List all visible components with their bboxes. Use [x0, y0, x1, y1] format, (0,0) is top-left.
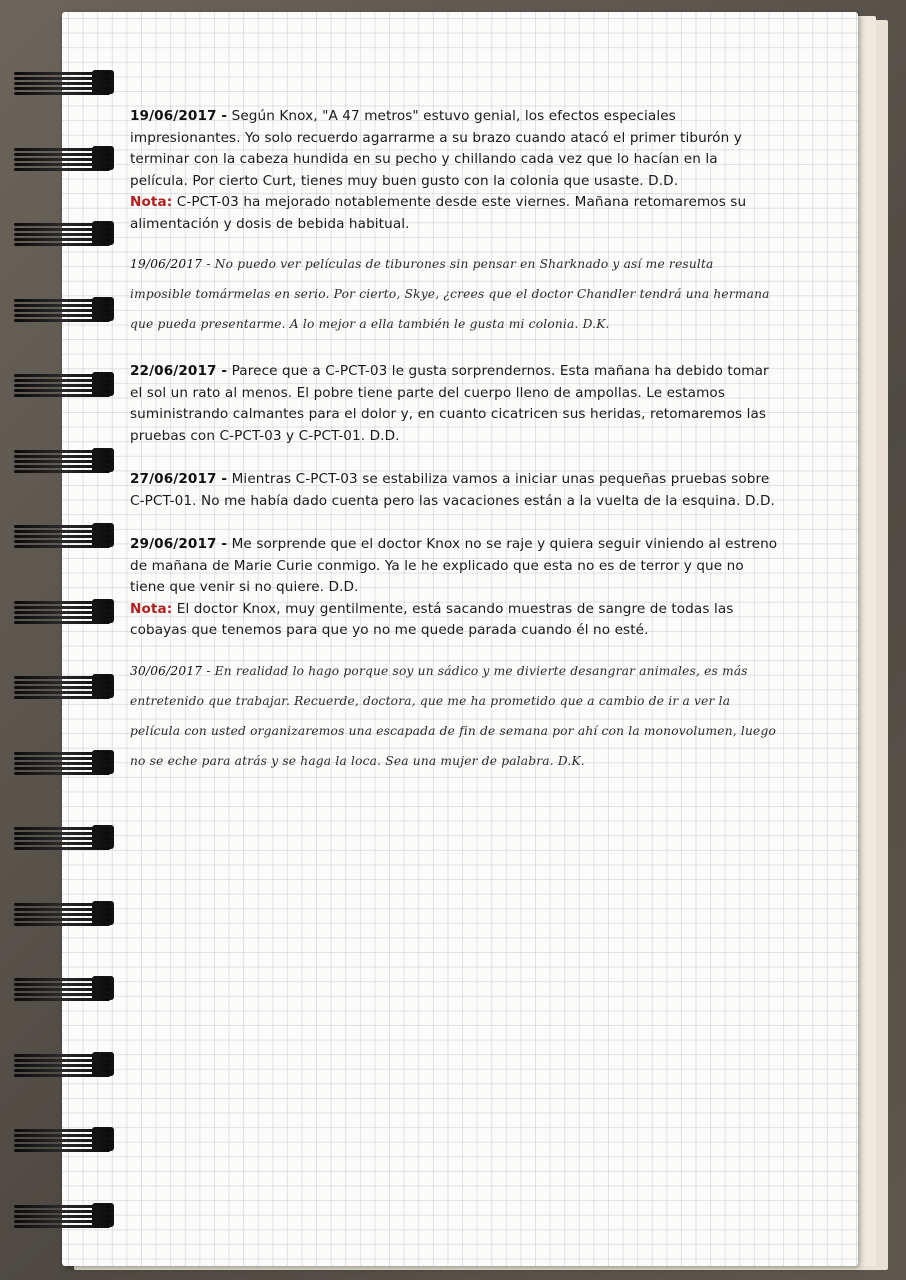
- entry-date: 30/06/2017 -: [130, 663, 211, 678]
- journal-content: [130, 106, 778, 776]
- spiral-coil: [14, 289, 106, 327]
- note-label: Nota:: [130, 194, 173, 210]
- journal-reply: [130, 656, 778, 776]
- spiral-coil: [14, 138, 106, 176]
- spiral-coil: [14, 742, 106, 780]
- entry-text: Me sorprende que el doctor Knox no se raje y quiera seguir viniendo al estreno de mañana de Marie Curie conmigo. Ya le he explicado que esta no es de terror y que no tiene que venir si no quiere. D.D.: [130, 536, 778, 595]
- spiral-coil: [14, 440, 106, 478]
- entry-date: 29/06/2017 -: [130, 536, 228, 552]
- entry-text: Según Knox, "A 47 metros" estuvo genial, los efectos especiales impresionantes. Yo solo recuerdo agarrarme a su brazo cuando atacó el primer tiburón y terminar con la cabeza hundida en su pecho y chillando cada vez que lo hacían en la película. Por cierto Curt, tienes muy buen gusto con la colonia que usaste. D.D.: [130, 108, 742, 189]
- entry-text: Parece que a C-PCT-03 le gusta sorprendernos. Esta mañana ha debido tomar el sol un rato al menos. El pobre tiene parte del cuerpo lleno de ampollas. Le estamos suministrando calmantes para el dolor y, en cuanto cicatricen sus heridas, retomaremos las pruebas con C-PCT-03 y C-PCT-01. D.D.: [130, 363, 769, 444]
- journal-entry: [130, 534, 778, 642]
- spiral-coil: [14, 62, 106, 100]
- spiral-coil: [14, 1044, 106, 1082]
- spiral-binding: [0, 0, 110, 1280]
- entry-text: En realidad lo hago porque soy un sádico y me divierte desangrar animales, es más entretenido que trabajar. Recuerde, doctora, que me ha prometido que a cambio de ir a ver la película con usted organizaremos una escapada de fin de semana por ahí con la monovolumen, luego no se eche para atrás y se haga la loca. Sea una mujer de palabra. D.K.: [130, 663, 776, 768]
- spiral-coil: [14, 666, 106, 704]
- spiral-coil: [14, 213, 106, 251]
- note-text: El doctor Knox, muy gentilmente, está sacando muestras de sangre de todas las cobayas que tenemos para que yo no me quede parada cuando él no esté.: [130, 600, 734, 638]
- journal-entry: [130, 361, 778, 447]
- entry-date: 22/06/2017 -: [130, 363, 228, 379]
- spiral-coil: [14, 515, 106, 553]
- spiral-coil: [14, 1195, 106, 1233]
- spiral-coil: [14, 968, 106, 1006]
- spiral-coil: [14, 591, 106, 629]
- entry-date: 19/06/2017 -: [130, 257, 211, 271]
- spiral-coil: [14, 817, 106, 855]
- entry-text: Mientras C-PCT-03 se estabiliza vamos a iniciar unas pequeñas pruebas sobre C-PCT-01. No me había dado cuenta pero las vacaciones están a la vuelta de la esquina. D.D.: [130, 471, 775, 509]
- note-text: C-PCT-03 ha mejorado notablemente desde este viernes. Mañana retomaremos su alimentación y dosis de bebida habitual.: [130, 194, 747, 232]
- note-label: Nota:: [130, 600, 173, 617]
- spiral-coil: [14, 1119, 106, 1157]
- spiral-coil: [14, 364, 106, 402]
- entry-text: No puedo ver películas de tiburones sin pensar en Sharknado y así me resulta imposible tomármelas en serio. Por cierto, Skye, ¿crees que el doctor Chandler tendrá una hermana que pueda presentarme. A lo mejor a ella también le gusta mi colonia. D.K.: [130, 257, 770, 331]
- entry-date: 27/06/2017 -: [130, 471, 228, 487]
- journal-entry: [130, 469, 778, 512]
- spiral-coil: [14, 893, 106, 931]
- journal-reply: [130, 249, 778, 339]
- entry-date: 19/06/2017 -: [130, 108, 228, 124]
- journal-entry: [130, 106, 778, 235]
